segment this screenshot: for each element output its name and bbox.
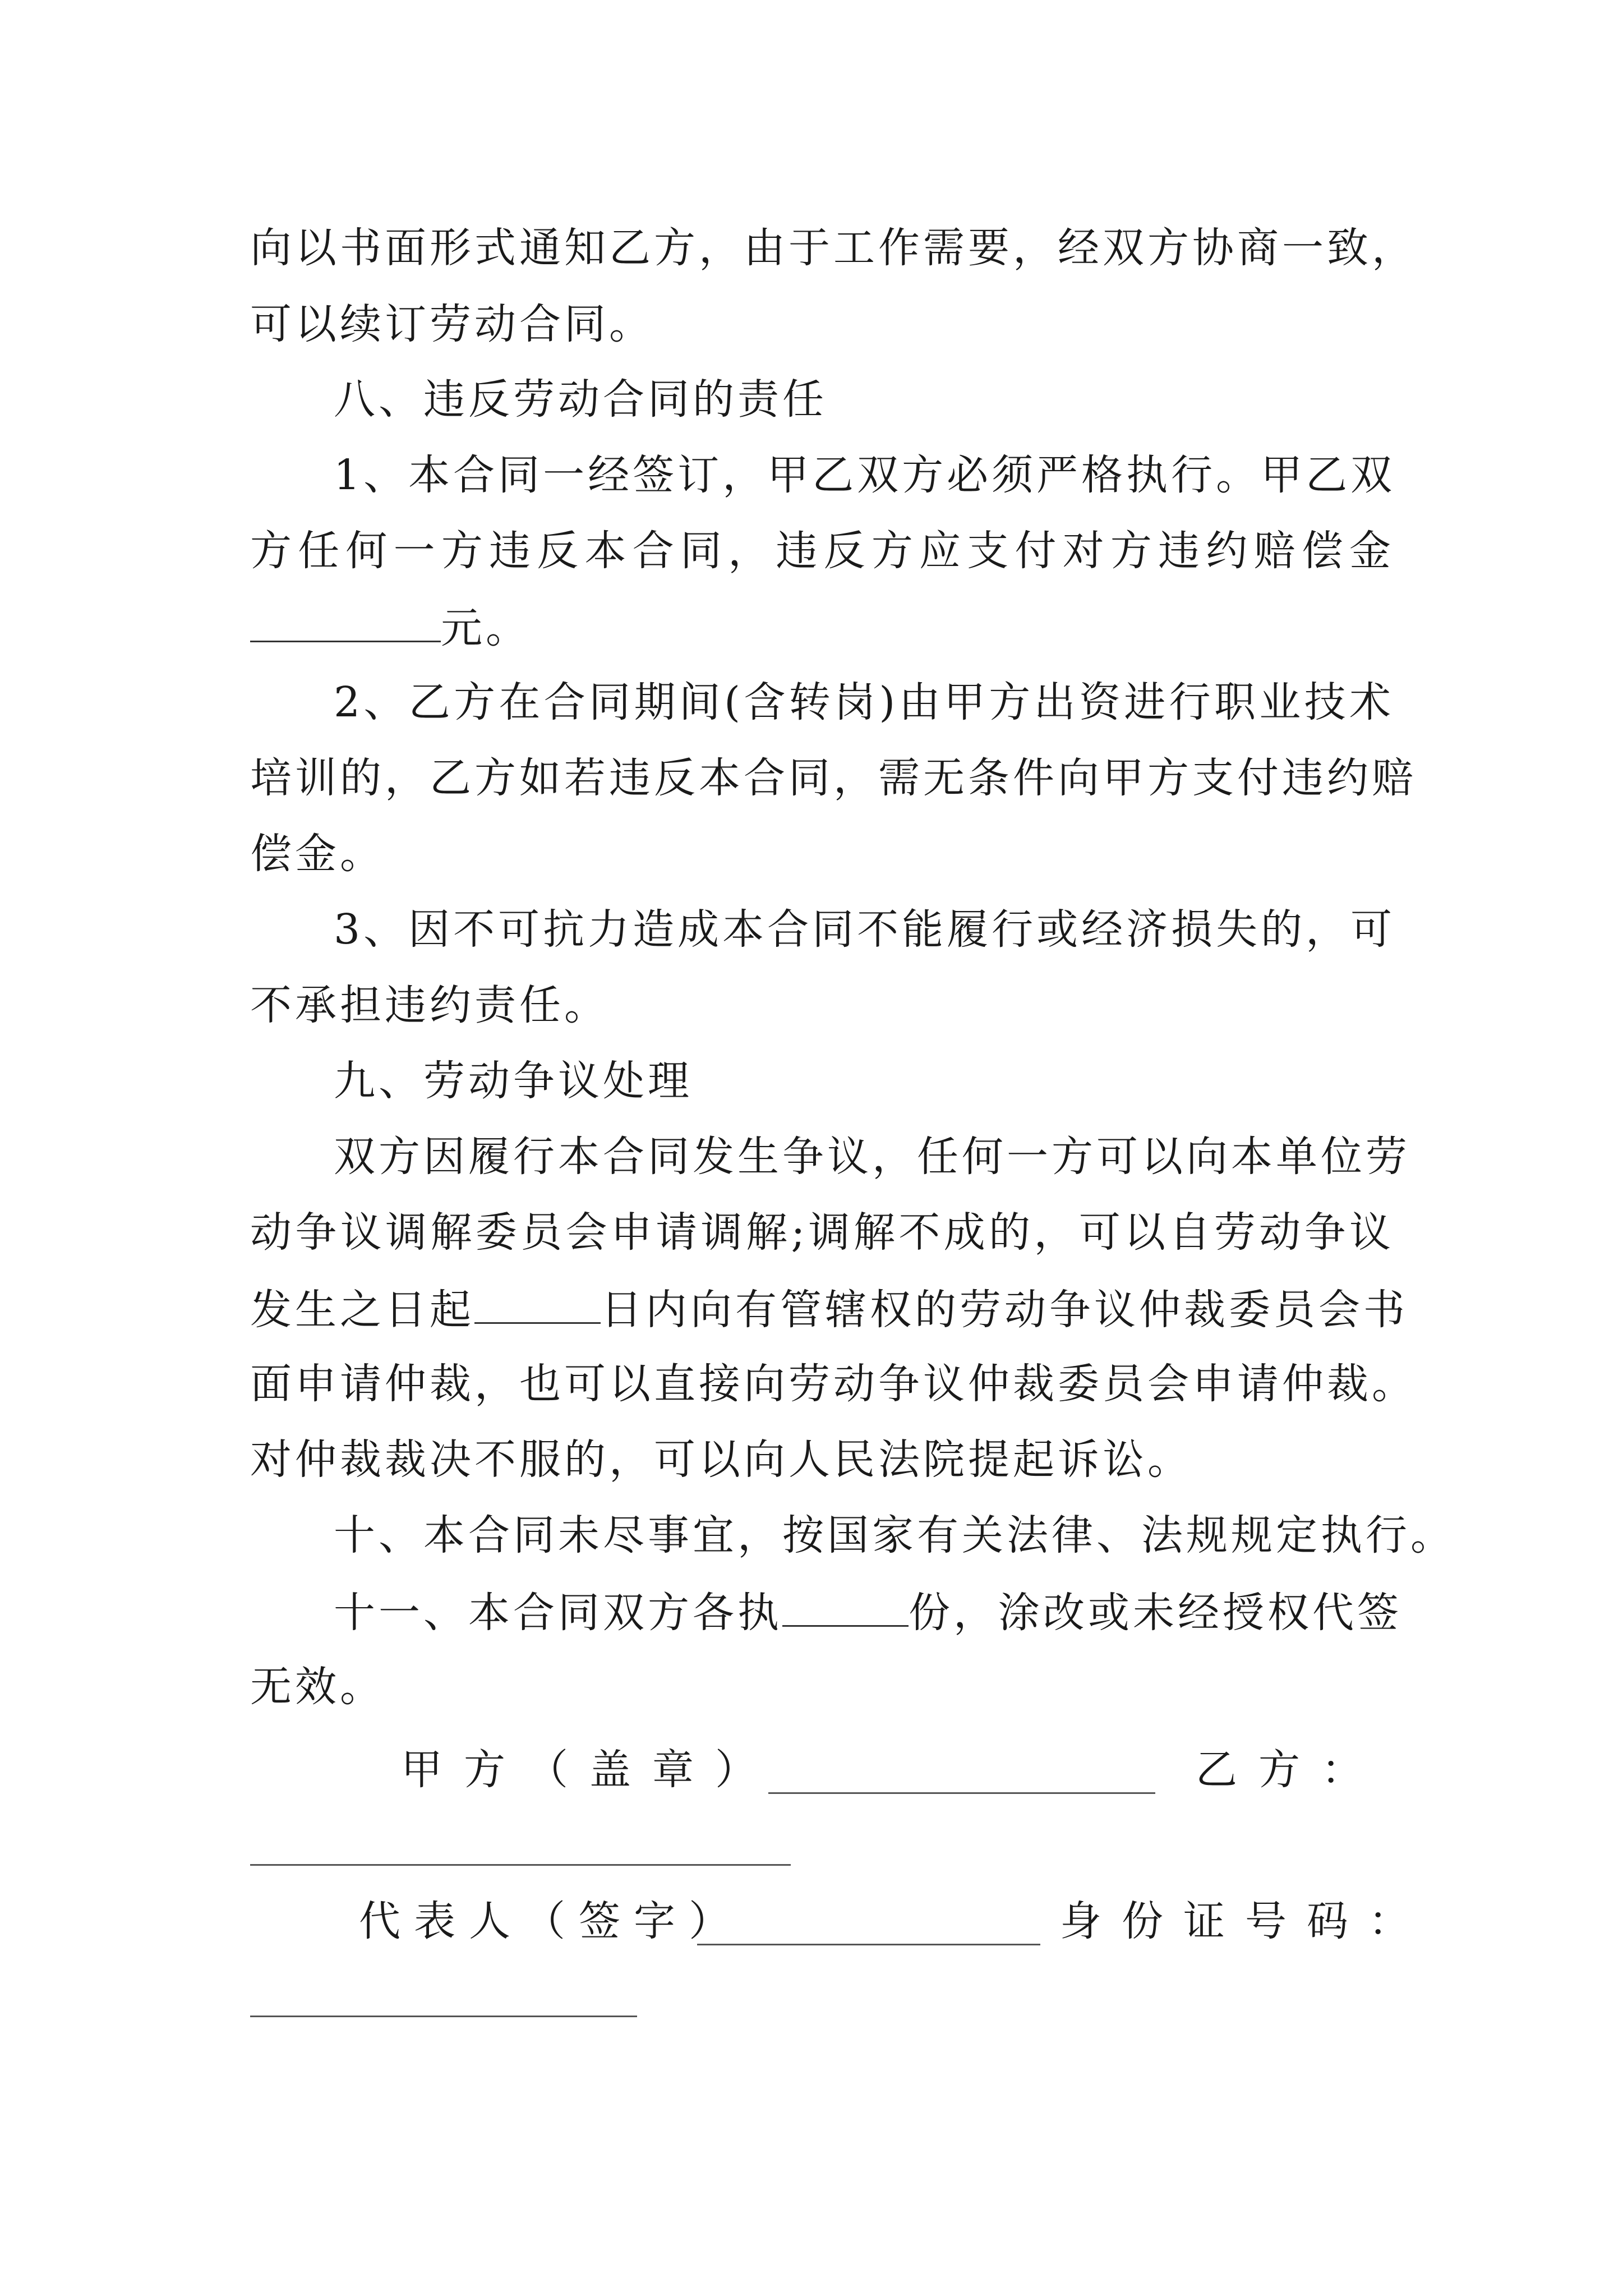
party-b-signature-line[interactable] [250,1864,791,1866]
paragraph-line: 1、本合同一经签订，甲乙双方必须严格执行。甲乙双 [334,451,1396,499]
paragraph-line: 无效。 [250,1663,385,1711]
party-a-signature-line[interactable] [768,1792,1155,1794]
paragraph-line: 动争议调解委员会申请调解;调解不成的，可以自劳动争议 [250,1208,1394,1257]
paragraph-line: 不承担违约责任。 [250,981,609,1029]
section-heading: 八、违反劳动合同的责任 [334,375,827,424]
paragraph-line: 2、乙方在合同期间(含转岗)由甲方出资进行职业技术 [334,678,1394,726]
paragraph-line: 方任何一方违反本合同，违反方应支付对方违约赔偿金 [250,527,1394,575]
representative-label: 代表人（签字） [359,1897,744,1945]
paragraph-line: 向以书面形式通知乙方，由于工作需要，经双方协商一致， [250,224,1417,272]
paragraph-line: 面申请仲裁，也可以直接向劳动争议仲裁委员会申请仲裁。 [250,1360,1417,1408]
party-b-label: 乙方： [1196,1746,1384,1794]
paragraph-text: 份，涂改或未经授权代签 [909,1589,1402,1637]
paragraph-line [250,604,1394,652]
id-number-line[interactable] [250,2016,637,2017]
paragraph-text: 日内向有管辖权的劳动争议仲裁委员会书 [601,1286,1408,1334]
paragraph-text: 十一、本合同双方各执 [334,1589,782,1637]
party-a-label: 甲方（盖章） [401,1746,778,1794]
paragraph-text: 发生之日起 [250,1286,474,1334]
paragraph-line: 偿金。 [250,830,385,878]
paragraph-line: 培训的，乙方如若违反本合同，需无条件向甲方支付违约赔 [250,754,1417,802]
fill-in-blank[interactable] [250,606,441,642]
paragraph-line: 可以续订劳动合同。 [250,300,654,348]
paragraph-line [334,1589,1402,1637]
section-heading: 九、劳动争议处理 [334,1057,693,1105]
representative-signature-line[interactable] [697,1944,1040,1945]
id-number-label: 身份证号码： [1060,1897,1430,1945]
paragraph-line [250,1286,1408,1334]
fill-in-blank[interactable] [782,1590,909,1627]
paragraph-line: 3、因不可抗力造成本合同不能履行或经济损失的，可 [334,905,1396,954]
paragraph-text: 元。 [441,604,531,652]
paragraph-line: 双方因履行本合同发生争议，任何一方可以向本单位劳 [334,1133,1410,1181]
paragraph-line: 十、本合同未尽事宜，按国家有关法律、法规规定执行。 [334,1511,1455,1559]
fill-in-blank[interactable] [474,1287,601,1324]
paragraph-line: 对仲裁裁决不服的，可以向人民法院提起诉讼。 [250,1435,1192,1484]
